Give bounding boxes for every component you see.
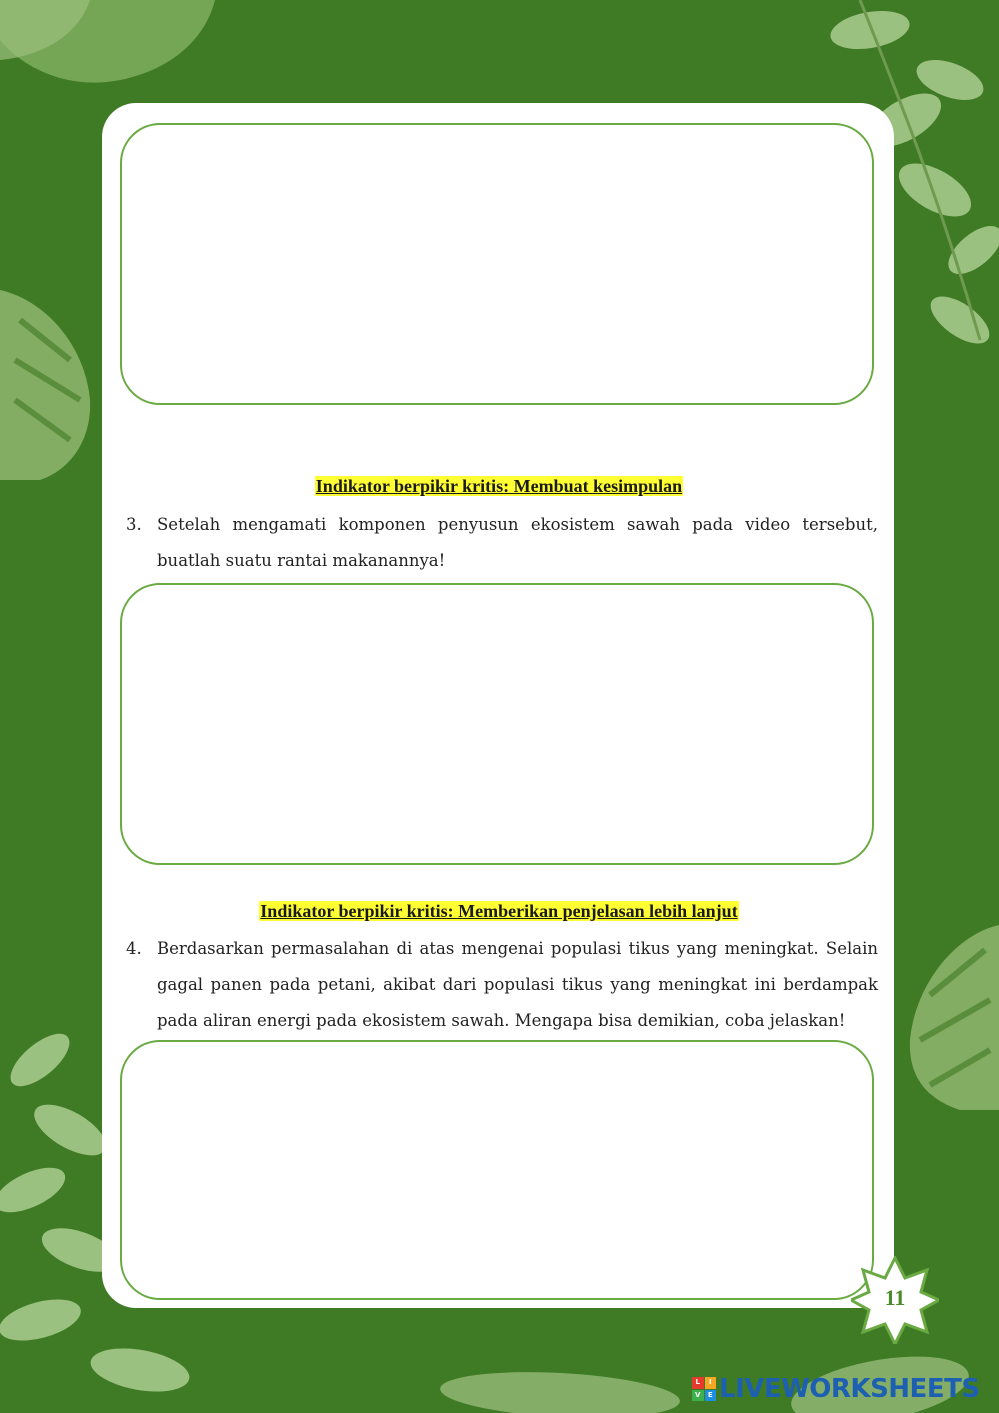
liveworksheets-logo[interactable] — [692, 1374, 980, 1404]
answer-box-previous[interactable] — [120, 123, 874, 405]
page-number: 11 — [884, 1285, 906, 1310]
question-text: Setelah mengamati komponen penyusun ekosistem sawah pada video tersebut, buatlah suatu rantai makanannya! — [157, 515, 878, 570]
question-text: Berdasarkan permasalahan di atas mengenai populasi tikus yang meningkat. Selain gagal panen pada petani, akibat dari populasi tikus yang meningkat ini berdampak pada aliran energi pada ekosistem sawah. Mengapa bisa demikian, coba jelaskan! — [157, 939, 878, 1030]
indicator-heading-3: Indikator berpikir kritis: Membuat kesimpulan — [315, 476, 683, 496]
indicator-heading-4: Indikator berpikir kritis: Memberikan penjelasan lebih lanjut — [260, 901, 738, 921]
question-number: 3. — [126, 515, 142, 534]
liveworksheets-wordmark: LIVEWORKSHEETS — [719, 1374, 980, 1404]
question-3 — [126, 507, 878, 579]
liveworksheets-mark-icon: L I V E — [692, 1377, 716, 1401]
question-number: 4. — [126, 939, 142, 958]
answer-box-question-3[interactable] — [120, 583, 874, 865]
question-4 — [126, 931, 878, 1039]
answer-box-question-4[interactable] — [120, 1040, 874, 1300]
